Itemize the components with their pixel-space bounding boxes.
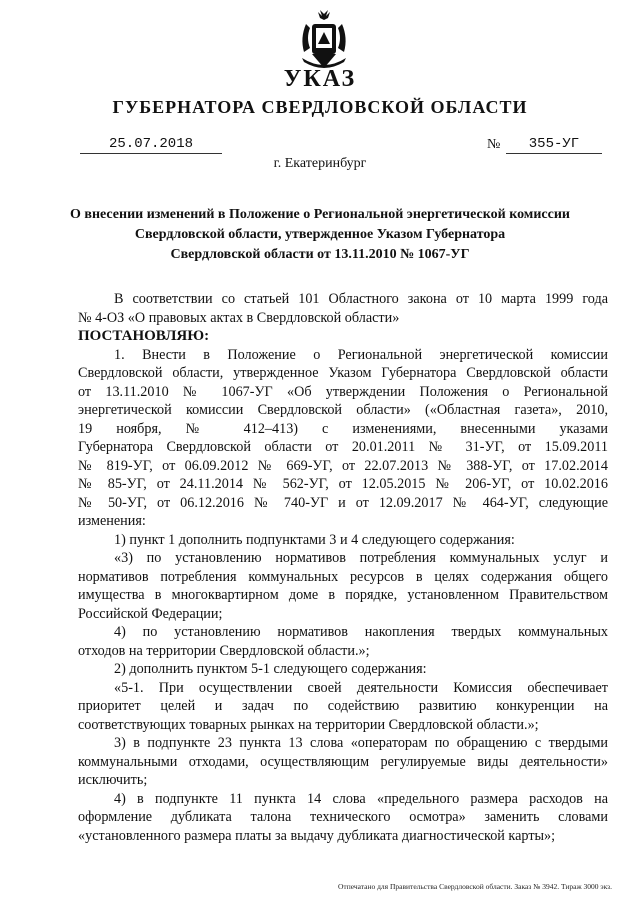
body-line: № 85-УГ, от 24.11.2014 № 562-УГ, от 12.05.2015 № 206-УГ, от 10.02.2016 bbox=[78, 476, 608, 492]
city: г. Екатеринбург bbox=[273, 156, 367, 171]
body-line: изменения: bbox=[78, 513, 146, 529]
body-line: Губернатора Свердловской области от 20.01.2011 № 31-УГ, от 15.09.2011 bbox=[78, 439, 608, 455]
number-label: № bbox=[487, 137, 501, 152]
heading-line: О внесении изменений в Положение о Региональной энергетической комиссии bbox=[70, 207, 570, 222]
body-line: нормативов потребления коммунальных ресурсов в целях содержания общего bbox=[78, 568, 608, 585]
body-line: Свердловской области, утвержденное Указом Губернатора Свердловской области bbox=[78, 365, 608, 381]
body-line: 1. Внести в Положение о Региональной энергетической комиссии bbox=[114, 346, 608, 363]
body-line: оформление дубликата талона технического осмотра» заменить словами bbox=[78, 809, 608, 825]
body-line: Российской Федерации; bbox=[78, 605, 223, 622]
body-line: «3) по установлению нормативов потребления коммунальных услуг и bbox=[114, 550, 608, 566]
body-line: имущества в многоквартирном доме в порядке, установленном Правительством bbox=[78, 587, 608, 603]
document-type-title: УКАЗ bbox=[283, 66, 357, 92]
decree-number: 355-УГ bbox=[506, 135, 602, 154]
body-line: 1) пункт 1 дополнить подпунктами 3 и 4 следующего содержания: bbox=[114, 531, 515, 548]
body-line: от 13.11.2010 № 1067-УГ «Об утверждении Положения о Региональной bbox=[78, 383, 608, 400]
body-line: отходов на территории Свердловской области.»; bbox=[78, 642, 370, 659]
body-line: приоритет целей и задач по содействию развитию конкуренции на bbox=[78, 698, 608, 714]
body-line: исключить; bbox=[78, 772, 148, 788]
resolve-heading: ПОСТАНОВЛЯЮ: bbox=[78, 328, 210, 344]
body-line: № 50-УГ, от 06.12.2016 № 740-УГ и от 12.09.2017 № 464-УГ, следующие bbox=[78, 494, 608, 511]
body-line: соответствующих товарных рынках на территории Свердловской области.»; bbox=[78, 716, 539, 733]
body-line: 2) дополнить пунктом 5-1 следующего содержания: bbox=[114, 661, 427, 677]
heading-line: Свердловской области, утвержденное Указом Губернатора bbox=[134, 227, 506, 242]
body-line: 19 ноября, № 412–413) с изменениями, внесенными указами bbox=[78, 420, 608, 437]
body-line: 4) по установлению нормативов накопления твердых коммунальных bbox=[114, 624, 608, 640]
decree-date: 25.07.2018 bbox=[80, 135, 222, 154]
body-line: «5-1. При осуществлении своей деятельности Комиссия обеспечивает bbox=[114, 679, 608, 696]
body-line: коммунальными отходами, осуществляющим регулируемые виды деятельности» bbox=[78, 753, 608, 770]
sverdlovsk-coat-of-arms-icon bbox=[296, 8, 352, 72]
issuer-title: ГУБЕРНАТОРА СВЕРДЛОВСКОЙ ОБЛАСТИ bbox=[112, 97, 528, 117]
decree-heading bbox=[60, 205, 580, 265]
body-line: 4) в подпункте 11 пункта 14 слова «предельного размера расходов на bbox=[114, 790, 608, 807]
heading-line: Свердловской области от 13.11.2010 № 1067-УГ bbox=[170, 247, 470, 262]
print-footer: Отпечатано для Правительства Свердловской области. Заказ № 3942. Тираж 3000 экз. bbox=[338, 882, 612, 891]
body-line: «установленного размера платы за выдачу дубликата диагностической карты»; bbox=[78, 827, 556, 844]
body-line: 3) в подпункте 23 пункта 13 слова «операторам по обращению с твердыми bbox=[114, 735, 608, 751]
decree-body bbox=[78, 290, 608, 845]
body-line: № 819-УГ, от 06.09.2012 № 669-УГ, от 22.07.2013 № 388-УГ, от 17.02.2014 bbox=[78, 457, 608, 474]
body-line: № 4-ОЗ «О правовых актах в Свердловской области» bbox=[78, 309, 400, 326]
body-line: энергетической комиссии Свердловской области» («Областная газета», 2010, bbox=[78, 402, 608, 418]
body-line: В соответствии со статьей 101 Областного закона от 10 марта 1999 года bbox=[114, 291, 608, 307]
